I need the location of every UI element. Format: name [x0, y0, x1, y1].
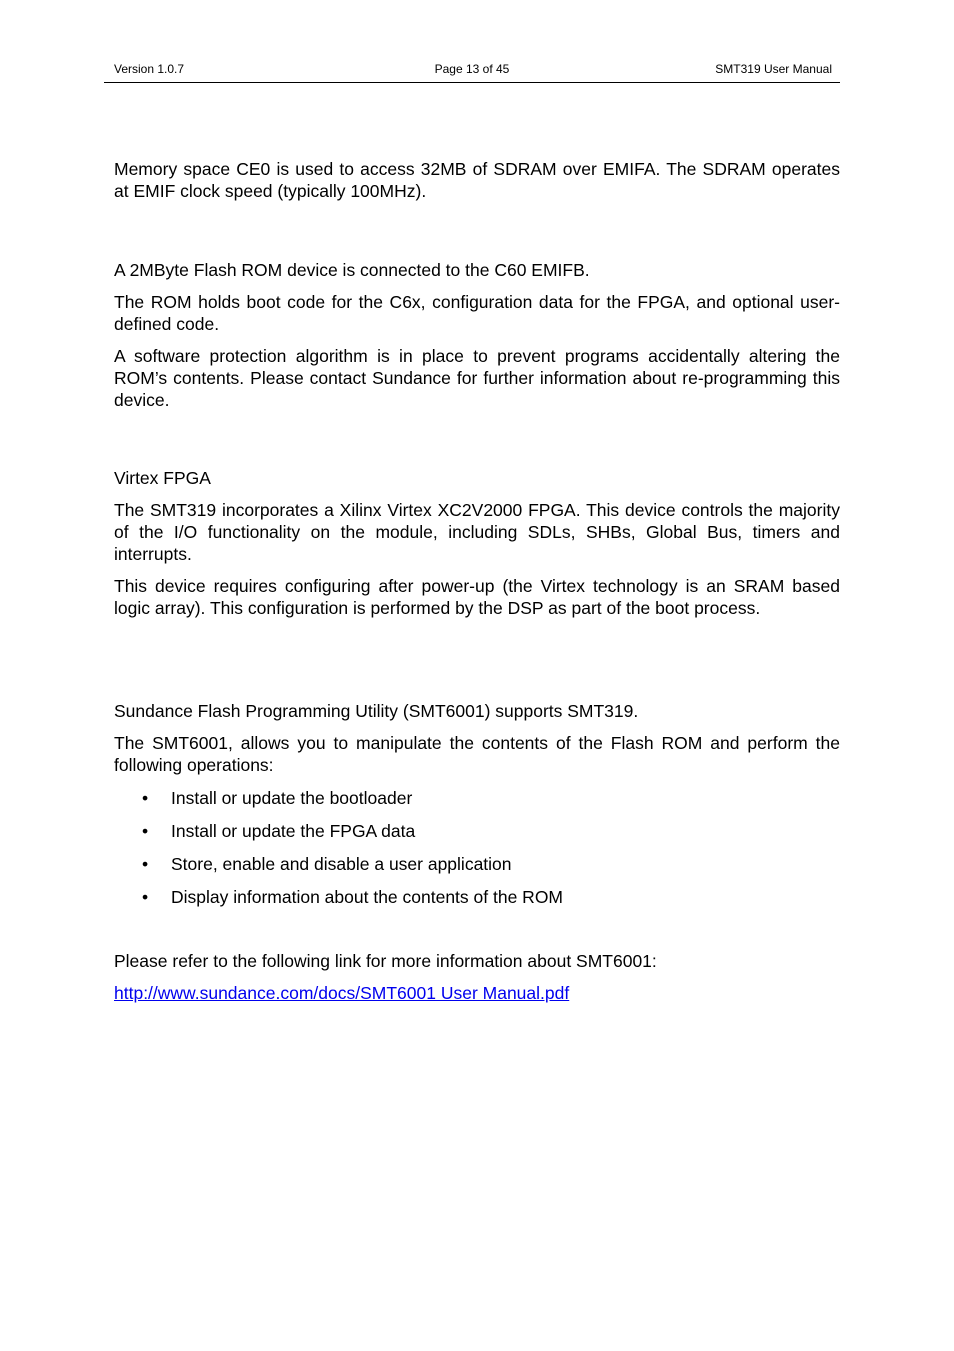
list-item-text: Store, enable and disable a user application [171, 854, 512, 874]
sdram-paragraph: Memory space CE0 is used to access 32MB of SDRAM over EMIFA. The SDRAM operates at EMIF clock speed (typically 100MHz). [114, 159, 840, 201]
header-page-number: Page 13 of 45 [434, 62, 510, 76]
header-manual-title: SMT319 User Manual [715, 62, 832, 76]
smt6001-manual-link[interactable]: http://www.sundance.com/docs/SMT6001 User Manual.pdf [114, 983, 570, 1003]
refer-paragraph: Please refer to the following link for more information about SMT6001: [114, 951, 657, 971]
fpga-paragraph-2: This device requires configuring after power-up (the Virtex technology is an SRAM based logic array). This configuration is performed by the DSP as part of the boot process. [114, 576, 840, 618]
flash-paragraph-1: A 2MByte Flash ROM device is connected to the C60 EMIFB. [114, 260, 590, 280]
bullet-icon: • [142, 854, 149, 874]
page-header [104, 62, 840, 83]
flash-paragraph-2: The ROM holds boot code for the C6x, configuration data for the FPGA, and optional user-defined code. [114, 292, 840, 334]
flash-paragraph-3: A software protection algorithm is in place to prevent programs accidentally altering the ROM’s contents. Please contact Sundance for further information about re-programming this device. [114, 346, 840, 410]
bullet-icon: • [142, 821, 149, 841]
header-version: Version 1.0.7 [114, 62, 185, 76]
fpga-paragraph-1: The SMT319 incorporates a Xilinx Virtex XC2V2000 FPGA. This device controls the majority of the I/O functionality on the module, including SDLs, SHBs, Global Bus, timers and interrupts. [114, 500, 840, 564]
list-item-text: Install or update the bootloader [171, 788, 413, 808]
bullet-icon: • [142, 887, 149, 907]
list-item-text: Install or update the FPGA data [171, 821, 416, 841]
list-item-text: Display information about the contents of the ROM [171, 887, 564, 907]
utility-paragraph-1: Sundance Flash Programming Utility (SMT6001) supports SMT319. [114, 701, 639, 721]
utility-paragraph-2: The SMT6001, allows you to manipulate the contents of the Flash ROM and perform the following operations: [114, 733, 840, 775]
bullet-icon: • [142, 788, 149, 808]
link-paragraph [114, 982, 840, 1004]
fpga-section-title: Virtex FPGA [114, 468, 211, 488]
